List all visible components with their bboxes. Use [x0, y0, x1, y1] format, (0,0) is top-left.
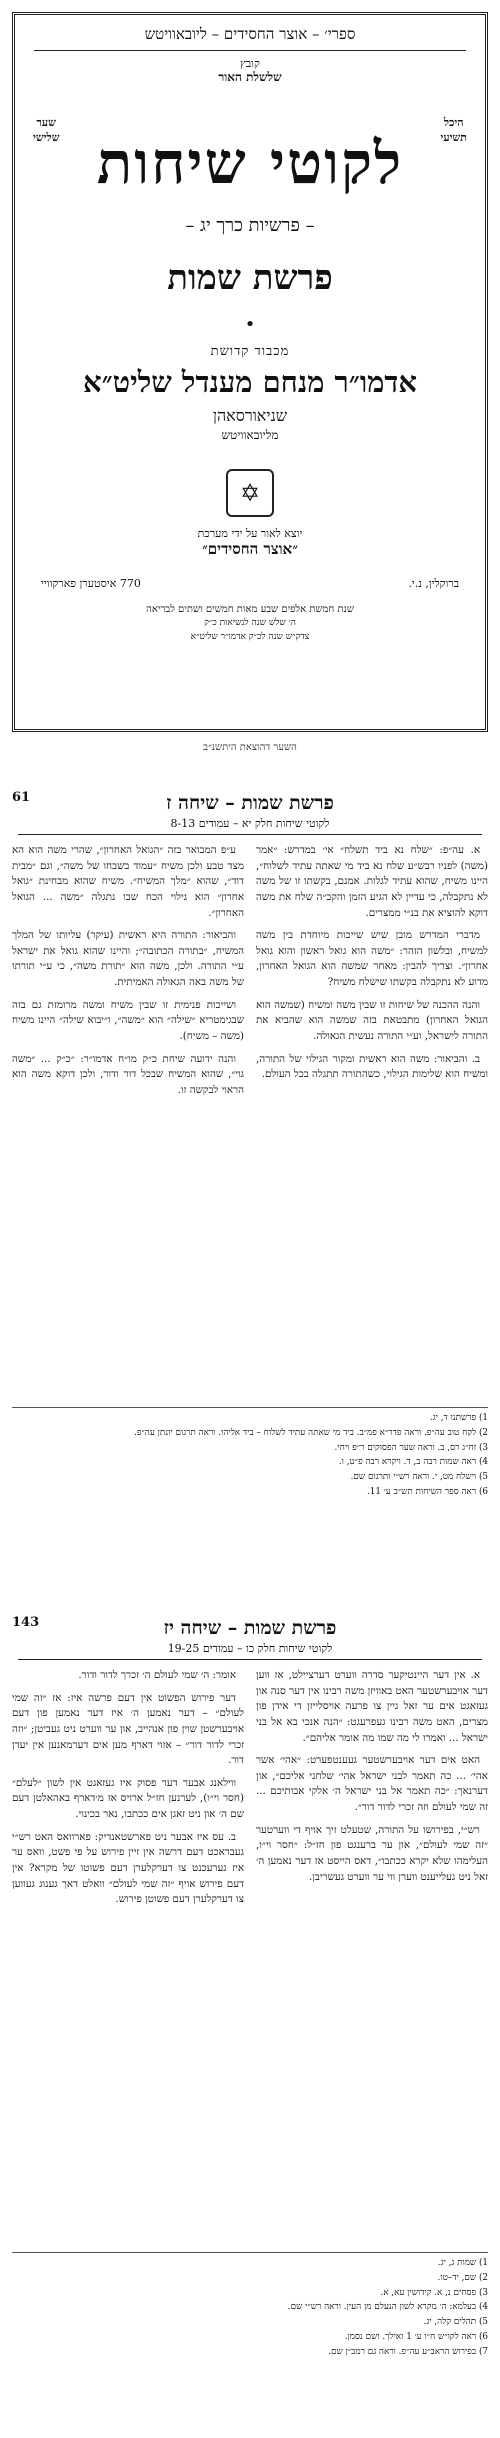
paragraph: והנה ידועה שיחת כ״ק מו״ח אדמו״ר: ״כ״ק ... ״משה גוי״, שהוא המשיח שבכל דור ודור, ולכן דוקא משה הוא הראוי לבקשה זו. [12, 1052, 244, 1096]
publisher-address: 770 איסטערן פארקוויי [41, 577, 141, 590]
honorific-line: מכבוד קדושת [210, 344, 290, 359]
paragraph: אומר: ה׳ שמי לעולם ה׳ זכרך לדור ודור. [78, 1669, 236, 1681]
author-surname: שניאורסאהן [212, 406, 288, 425]
shaar-line: שלישי [33, 131, 60, 145]
content-page [12, 790, 488, 1560]
footnote: 1) פרשתנו ד, יג. [429, 1413, 488, 1423]
publisher-name: ״אוצר החסידים״ [202, 540, 298, 558]
footnote: 5) תהלים קלה, יג. [423, 2317, 488, 2327]
text-column-left [12, 843, 244, 1403]
heichal-line: תשיעי [440, 131, 467, 145]
paragraph: ב. והביאור: משה הוא ראשית ומקור הגילוי של התורה, ומשיח הוא שלימות הגילוי, כשהתורה תתגלה בכל העולם. [256, 1052, 488, 1081]
year-block [15, 602, 485, 644]
paragraph: ושייכות פנימית זו שבין משיח ומשה מרומזת גם בזה שבגימטריא ״שילה״ הוא ״משה״, ו״יבוא שילה״ היינו משיח (משה – משיח). [12, 998, 244, 1043]
publisher-logo-icon: ✡ [226, 469, 274, 517]
shaar-line: שער [36, 116, 56, 129]
shaar-label [33, 115, 60, 146]
footnote: 7) בפירוש הראב״ע עה״פ. וראה גם רמב״ן שם. [328, 2346, 488, 2357]
page-header: פרשת שמות – שיחה יז [163, 1617, 337, 1639]
paragraph: והנה ההכנה של שיחות זו שבין משה ומשיח (שמשה הוא הגואל האחרון) מתבטאת בזה שמשה הוא שהביא את התורה לישראל, וע״י התורה נעשית הגאולה. [256, 998, 488, 1043]
paragraph: מדברי המדרש מובן שיש שייכות מיוחדת בין משה למשיח, ובלשון הזהר: ״משה הוא גואל ראשון והוא גואל אחרון״. וצריך להבין: מאחר שמשה הוא הגואל האחרון, מדוע לא נתקבלה בקשתו שישלח משיח? [256, 929, 488, 989]
paragraph: דער פירוש הפשוט אין דעם פרשה איז: אז ״זה שמי לעולם״ – דער נאמען ה׳ איז דער נאמען פון דעם אויבערשטן שוין פון אנהייב, און ער ווערט ניט געביטן; ״וזה זכרי לדור דור״ – אזוי דארף מען אים דערמאנען אין יעדן דור. [12, 1691, 244, 1767]
footnote: 3) זח״ג רס, ב. וראה שער הפסוקים ר״פ ויחי. [334, 1442, 488, 1453]
footnote: 2) שם, יד–טו. [437, 2272, 488, 2283]
publisher-line: יוצא לאור על ידי מערכת [197, 527, 303, 540]
text-column-right [256, 1668, 488, 2248]
footnote: 5) וישלח מט, י. וראה רש״י ותרגום שם. [350, 1472, 488, 1482]
paragraph: והביאור: התורה היא ראשית (עיקר) עליותו של המלך המשיח, ״בתורה הכתובה״; והיינו שהוא גואל את ישראל ע״י התורה. ולכן, משה הוא ״תורת משה״, כי ע״י תורתו של משה באה הגאולה האמיתית. [12, 929, 244, 989]
footnote: 6) ראה לקו״ש ח״ו ע׳ 1 ואילך. ושם נסמן. [344, 2331, 488, 2342]
chain-label: שלשלת האור [218, 70, 282, 84]
footnotes [12, 2252, 488, 2358]
divider [34, 50, 466, 51]
year-line: צדק״ש שנה לכ״ק אדמו״ר שליט״א [190, 631, 310, 642]
book-title: לקוטי שיחות [96, 129, 404, 197]
paragraph: האט אים דער אויבערשטער געענטפערט: ״אהי׳ אשר אהי׳ ... כה תאמר לבני ישראל אהי׳ שלחני אליכם״, און דערנאך: ״כה תאמר אל בני ישראל ה׳ אלקי אבותיכם ... זה שמי לעולם וזה זכרי לדור דור״. [256, 1754, 488, 1814]
kovetz-label: קובץ [240, 57, 260, 70]
footnote: 4) ראה שמות רבה ב, ד. ויקרא רבה פ״ט, ו. [338, 1457, 488, 1468]
text-column-right [256, 843, 488, 1403]
text-column-left [12, 1668, 244, 2248]
title-page [12, 12, 488, 732]
page-subheader: לקוטי שיחות חלק יא – עמודים 8-13 [18, 817, 482, 835]
author-name: אדמו״ר מנחם מענדל שליט״א [82, 365, 417, 399]
address-row [41, 577, 459, 590]
year-line: ה׳ שלש שנה לנשיאות כ״ק [204, 618, 296, 628]
page-number: 61 [12, 790, 31, 805]
volume-line: – פרשיות כרך יג – [185, 215, 315, 236]
text-columns [12, 1668, 488, 2248]
author-origin: מליובאוויטש [221, 428, 279, 442]
paragraph: ב. עס איז אבער ניט פארשטאנדיק: פארוואס האט רש״י געבראכט דעם דרשה אין זיין פירוש על פי פשט, וואס ער איז גערעכנט צו דערקלערן דעם פשוטו של מקרא? אין דעם פירוש אויף ״זה שמי לעולם״ וואלט דאך גענוג געווען צו דערקלערן דעם פשוטן פירוש. [12, 1830, 244, 1906]
paragraph: א. אין דער היינטיקער סדרה ווערט דערציילט, אז ווען דער אויבערשטער האט באוויזן משה רבינו אין דער סנה און געזאגט אים ער זאל גיין צו פרעה אויסלייזן די אידן פון מצרים, האט משה רבינו געפרעגט: ״הנה אנכי בא אל בני ישראל ... ואמרו לי מה שמו מה אומר אליהם״. [256, 1669, 488, 1744]
paragraph: רש״י, בפירושו על התורה, שטעלט זיך אויף די ווערטער ״זה שמי לעולם״, און ער ברענגט פון חז״ל: ״חסר וי״ו, העלימהו שלא יקרא ככתבו״, דאס הייסט אז דער נאמען ה׳ זאל ניט געלייענט ווערן ווי ער ווערט געשריבן. [256, 1823, 488, 1883]
year-line: שנת חמשת אלפים שבע מאות חמשים ושתים לבריאה [146, 604, 354, 615]
publisher-city: ברוקלין, נ.י. [408, 577, 459, 590]
footnote: 3) פסחים נ, א. קידושין עא, א. [380, 2287, 488, 2298]
parsha-title: פרשת שמות [167, 258, 333, 298]
heichal-line: היכל [443, 116, 464, 129]
footnote: 4) בעלמא: ה׳ מקרא לשון הנעלם מן העין. וראה רש״י שם. [287, 2302, 488, 2313]
series-line: ספרי׳ – אוצר החסידים – ליובאוויטש [144, 25, 356, 43]
footnotes [12, 1407, 488, 1499]
title-page-caption: השער דהוצאת היתשנ״ב [203, 742, 297, 753]
separator-dot: • [244, 314, 256, 335]
footnote: 1) שמות ג, יג. [437, 2258, 488, 2268]
publisher-block [15, 527, 485, 559]
page-subheader: לקוטי שיחות חלק כו – עמודים 19-25 [18, 1642, 482, 1660]
content-page [12, 1615, 488, 2425]
page-number: 143 [12, 1615, 40, 1630]
text-columns [12, 843, 488, 1403]
page-header: פרשת שמות – שיחה ז [166, 792, 334, 814]
paragraph: א. עה״פ: ״שלח נא ביד תשלח״ אי׳ במדרש: ״אמר (משה) לפניו רבש״ע שלח נא ביד מי שאתה עתיד לשלוח״, היינו משיח, שהוא עתיד לגלות. אמנם, בקשתו זו של משה לא נתקבלה, כי עדיין לא הגיע הזמן והקב״ה שלח את משה דוקא להוציא את בנ״י ממצרים. [256, 844, 488, 919]
footnote: 2) לקח טוב עה״פ. וראה פדר״א פמ״ב. ביד מי שאתה עתיד לשלוח – ביד אליהו. וראה תרגום יונתן עה״פ. [134, 1427, 488, 1438]
paragraph: ווילאנג אבער דער פסוק איז געזאגט אין לשון ״לעלם״ (חסר וי״ו), לערנען חז״ל ארויס אז מ׳דארף באהאלטן דעם שם ה׳ און ניט זאגן אים ככתבו, נאר בכינוי. [12, 1776, 244, 1821]
heichal-label [441, 115, 468, 146]
paragraph: ע״פ המבואר בזה ״הגואל האחרון״, שהרי משה הוא הא מצד טבע ולכן משיח ״עמוד בשבחו של משה״, וגם ״מבית דוד״, שהוא ״מלך המשיח״. משיח שהוא מבחינת ״גואל אחרון״ הוא גילוי הכח שבו נתגלה ״משה ... הגואל האחרון״. [12, 844, 244, 919]
footnote: 6) ראה ספר השיחות תש״ב ע׳ 11. [366, 1486, 488, 1497]
